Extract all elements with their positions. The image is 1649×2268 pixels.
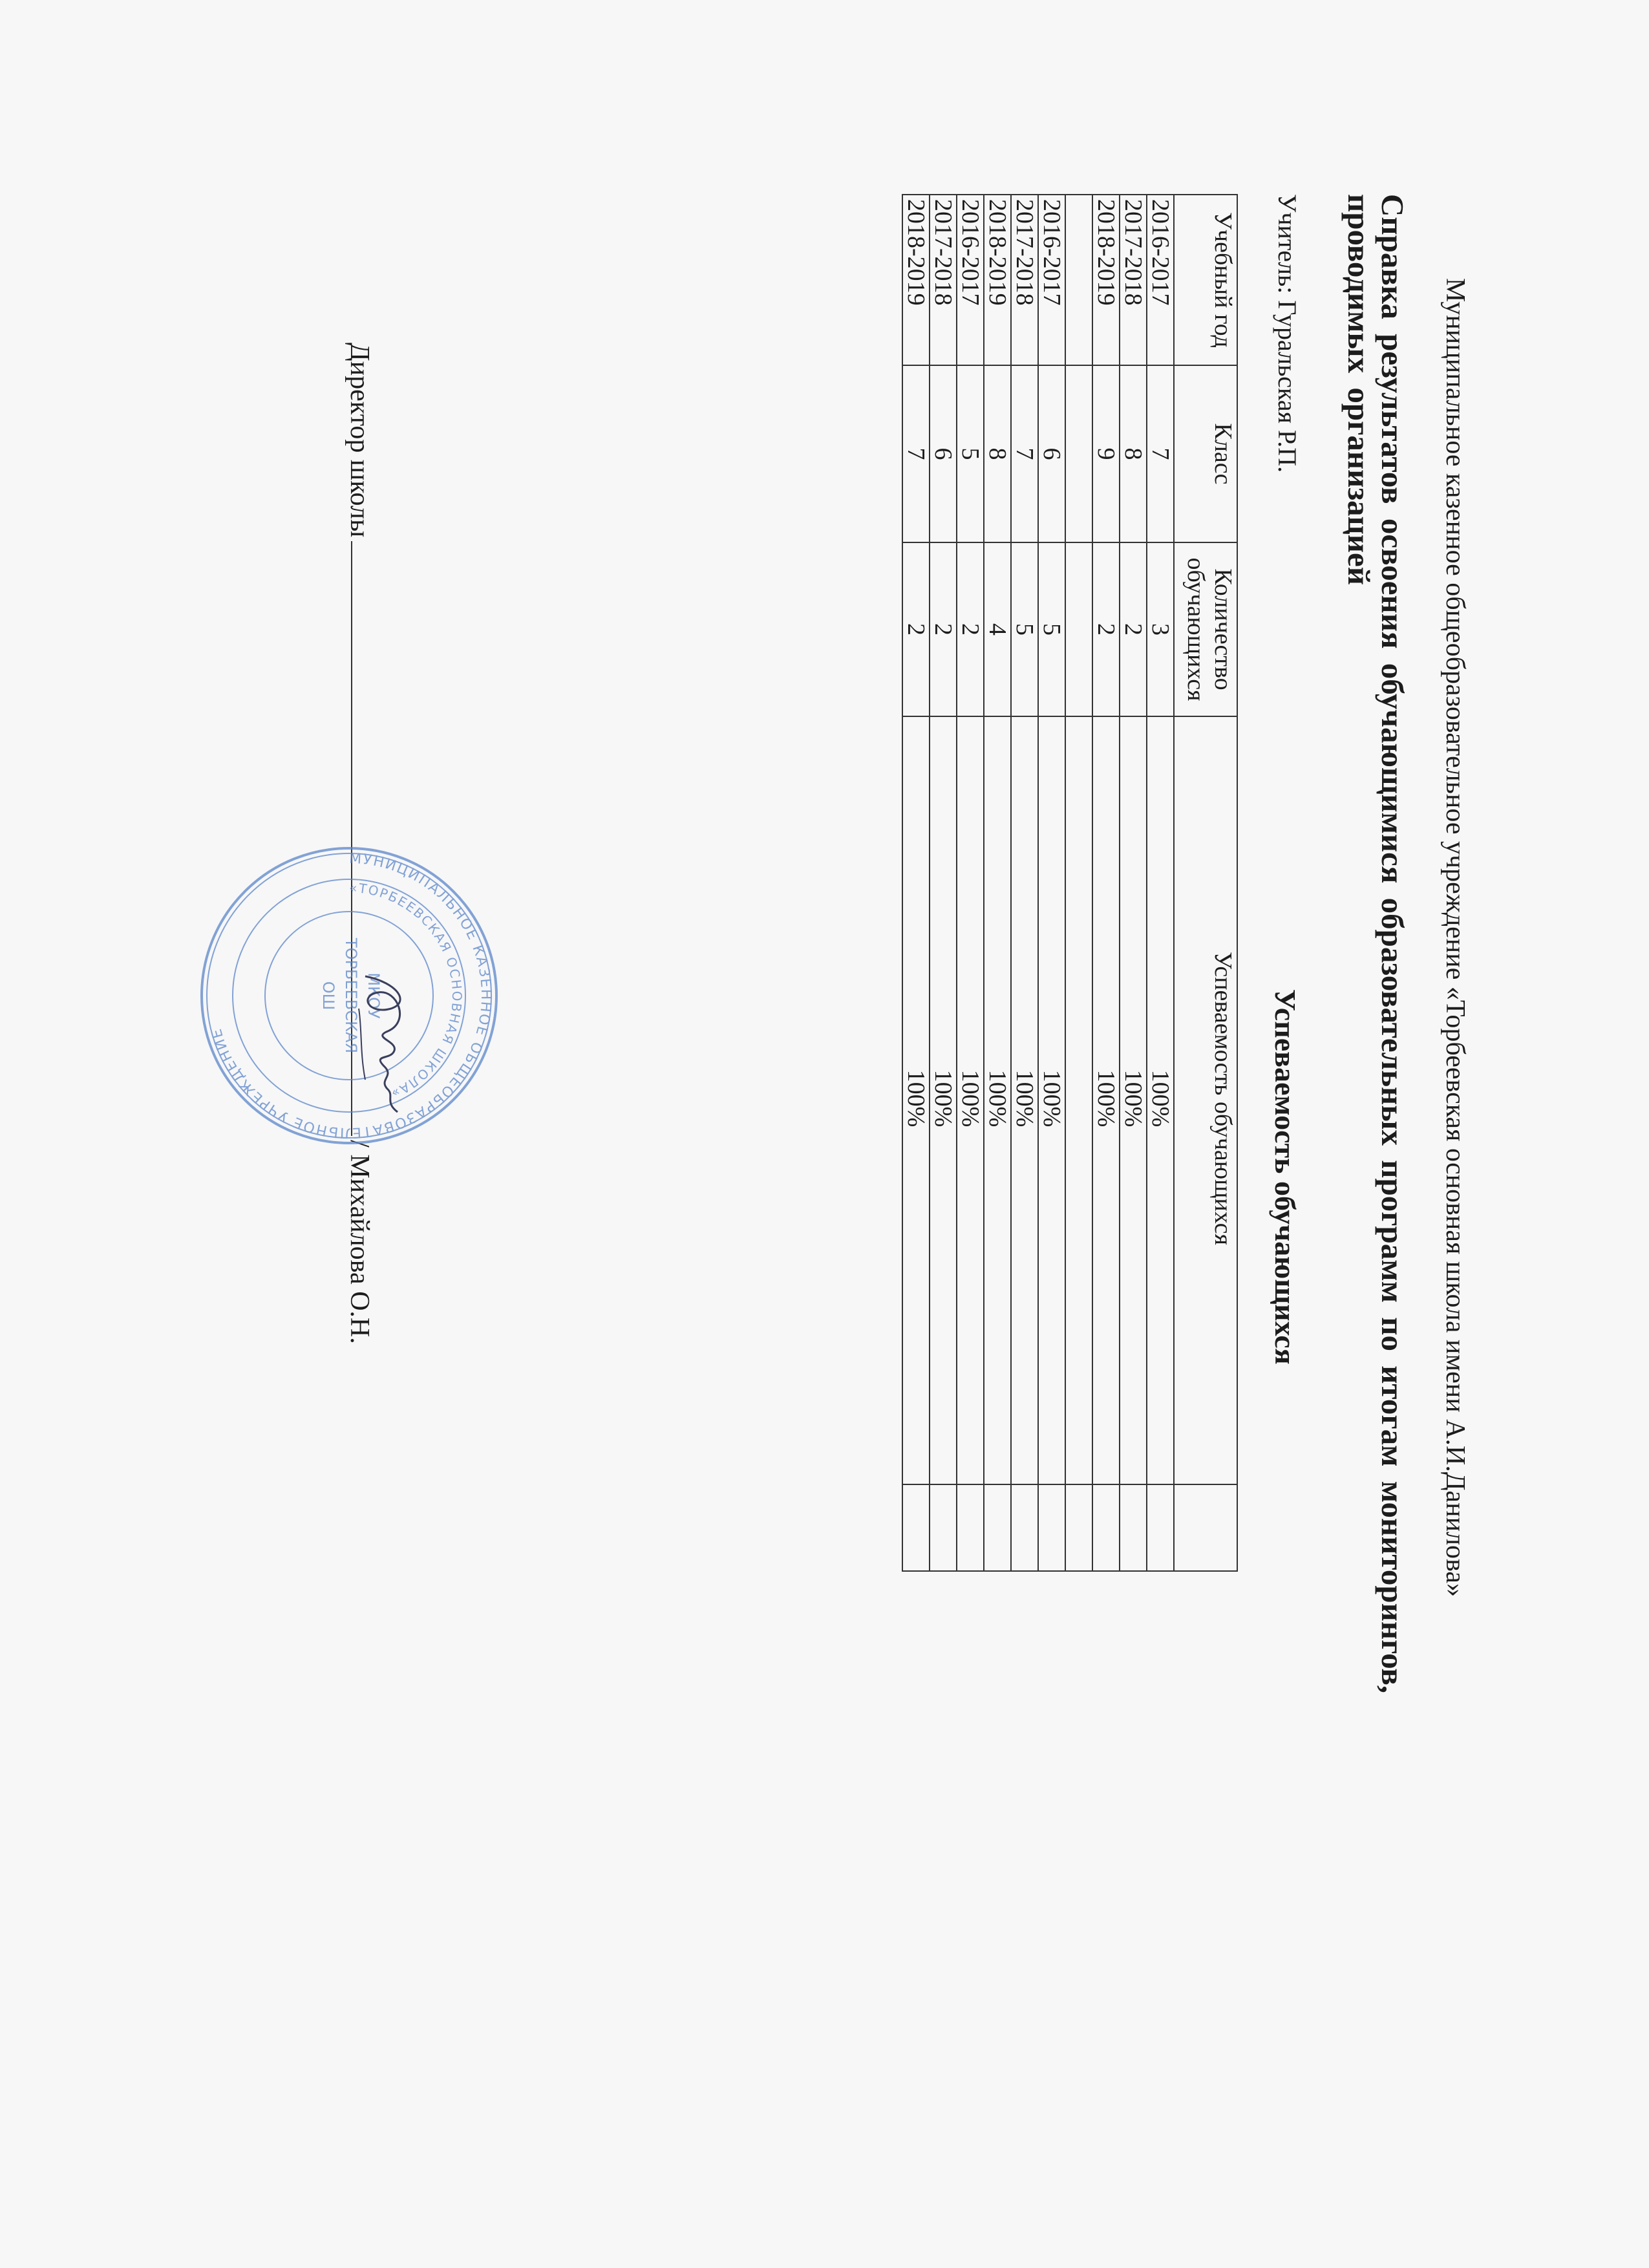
cell-year: 2017-2018	[1011, 195, 1038, 365]
table-row	[1011, 195, 1038, 1571]
cell-performance-value: 100%	[1011, 1069, 1038, 1128]
table-row	[1120, 195, 1147, 1571]
table-body	[902, 195, 1174, 1571]
cell-empty	[930, 1484, 957, 1571]
cell-class: 8	[984, 365, 1011, 542]
director-label: Директор школы	[345, 343, 374, 538]
cell-empty	[1065, 716, 1092, 1484]
cell-count: 2	[957, 542, 984, 716]
cell-class: 7	[902, 365, 930, 542]
cell-count: 2	[902, 542, 930, 716]
cell-year: 2016-2017	[1147, 195, 1174, 365]
teacher-name: Учитель: Гуральская Р.П.	[1273, 194, 1302, 473]
performance-table	[902, 194, 1238, 1572]
handwritten-signature	[346, 970, 423, 1118]
cell-class: 5	[957, 365, 984, 542]
document-title: Справка результатов освоения обучающимися образовательных программ по итогам мониторингов, проводимых организацией	[1341, 194, 1410, 1694]
cell-count: 5	[1038, 542, 1065, 716]
table-spacer-row	[1065, 195, 1092, 1571]
cell-class: 6	[930, 365, 957, 542]
table-row	[1092, 195, 1120, 1571]
cell-empty	[1065, 542, 1092, 716]
cell-empty	[902, 1484, 930, 1571]
director-name: / Михайлова О.Н.	[345, 1140, 374, 1344]
cell-count: 4	[984, 542, 1011, 716]
cell-empty	[1011, 1484, 1038, 1571]
header-year: Учебный год	[1174, 195, 1237, 365]
cell-year: 2018-2019	[1092, 195, 1120, 365]
cell-performance	[1147, 716, 1174, 1484]
table-row	[1147, 195, 1174, 1571]
cell-count: 2	[1120, 542, 1147, 716]
cell-empty	[1092, 1484, 1120, 1571]
stamp-inner-text: «ТОРБЕЕВСКАЯ ОСНОВНАЯ ШКОЛА»	[348, 879, 465, 1102]
table-row	[930, 195, 957, 1571]
stamp-outer-text: МУНИЦИПАЛЬНОЕ КАЗЕННОЕ ОБЩЕОБРАЗОВАТЕЛЬНОЕ УЧРЕЖДЕНИЕ	[208, 850, 495, 1141]
cell-class: 7	[1011, 365, 1038, 542]
table-row	[902, 195, 930, 1571]
cell-performance-value: 100%	[1147, 1069, 1174, 1128]
cell-performance	[1038, 716, 1065, 1484]
cell-performance-value: 100%	[1092, 1069, 1120, 1128]
cell-performance-value: 100%	[1038, 1069, 1065, 1128]
cell-empty	[1147, 1484, 1174, 1571]
cell-class: 7	[1147, 365, 1174, 542]
cell-count: 2	[930, 542, 957, 716]
cell-class: 8	[1120, 365, 1147, 542]
cell-year: 2018-2019	[902, 195, 930, 365]
stamp-center-line2: ТОРБЕЕВСКАЯ	[342, 937, 360, 1054]
cell-count: 2	[1092, 542, 1120, 716]
cell-year: 2017-2018	[1120, 195, 1147, 365]
cell-year: 2018-2019	[984, 195, 1011, 365]
school-name: Муниципальное казенное общеобразовательное учреждение «Торбеевская основная школа имени А.И.Данилова»	[1440, 278, 1470, 1597]
cell-performance	[930, 716, 957, 1484]
cell-performance-value: 100%	[930, 1069, 957, 1128]
cell-empty	[1065, 195, 1092, 365]
table-header-row	[1174, 195, 1237, 1571]
stamp-center-line3: ОШ	[319, 981, 337, 1011]
cell-performance-value: 100%	[1120, 1069, 1147, 1128]
cell-empty	[1120, 1484, 1147, 1571]
cell-class: 9	[1092, 365, 1120, 542]
cell-count: 5	[1011, 542, 1038, 716]
table-row	[957, 195, 984, 1571]
cell-performance	[1092, 716, 1120, 1484]
rotated-sheet	[208, 194, 1471, 1746]
cell-year: 2016-2017	[957, 195, 984, 365]
table-row	[1038, 195, 1065, 1571]
cell-year: 2017-2018	[930, 195, 957, 365]
cell-performance-value: 100%	[984, 1069, 1011, 1128]
stamp-center-line1: МКОУ	[365, 972, 383, 1019]
cell-class: 6	[1038, 365, 1065, 542]
table-row	[984, 195, 1011, 1571]
cell-performance	[1011, 716, 1038, 1484]
header-performance: Успеваемость обучающихся	[1174, 716, 1237, 1484]
cell-performance	[902, 716, 930, 1484]
header-class: Класс	[1174, 365, 1237, 542]
cell-year: 2016-2017	[1038, 195, 1065, 365]
cell-empty	[1038, 1484, 1065, 1571]
header-count: Количество обучающихся	[1174, 542, 1237, 716]
cell-performance-value: 100%	[957, 1069, 984, 1128]
cell-empty	[984, 1484, 1011, 1571]
cell-count: 3	[1147, 542, 1174, 716]
cell-performance	[957, 716, 984, 1484]
cell-empty	[1065, 365, 1092, 542]
header-empty	[1174, 1484, 1237, 1571]
cell-performance-value: 100%	[902, 1069, 930, 1128]
cell-performance	[984, 716, 1011, 1484]
cell-empty	[1065, 1484, 1092, 1571]
table-subtitle: Успеваемость обучающихся	[1269, 989, 1302, 1365]
cell-empty	[957, 1484, 984, 1571]
cell-performance	[1120, 716, 1147, 1484]
